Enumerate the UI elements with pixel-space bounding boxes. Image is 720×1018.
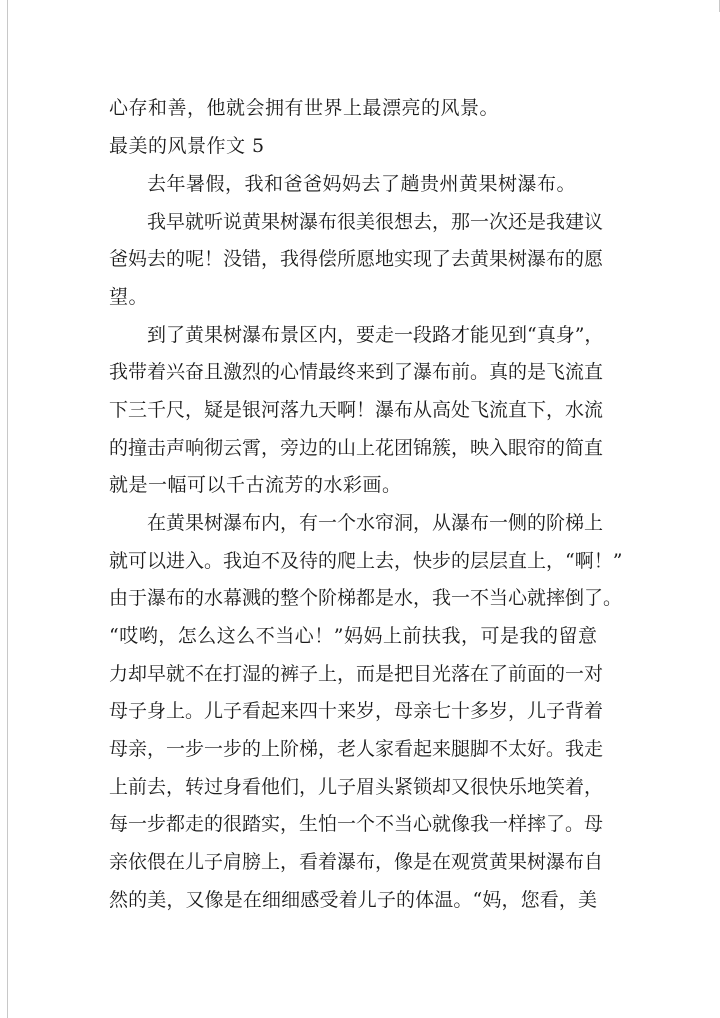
text-line: 上前去，转过身看他们，儿子眉头紧锁却又很快乐地笑着， (109, 776, 604, 798)
text-line: 去年暑假，我和爸爸妈妈去了趟贵州黄果树瀑布。 (147, 173, 577, 195)
text-line: 由于瀑布的水幕溅的整个阶梯都是水，我一不当心就摔倒了。 (109, 587, 623, 609)
text-line: 母子身上。儿子看起来四十来岁，母亲七十多岁，儿子背着 (109, 700, 604, 722)
text-line: 母亲，一步一步的上阶梯，老人家看起来腿脚不太好。我走 (109, 738, 604, 760)
section-title: 最美的风景作文 5 (109, 135, 265, 157)
text-line: 的撞击声响彻云霄，旁边的山上花团锦簇，映入眼帘的简直 (109, 437, 604, 459)
text-line: 亲依偎在儿子肩膀上，看着瀑布，像是在观赏黄果树瀑布自 (109, 851, 604, 873)
text-line: 望。 (109, 286, 149, 308)
text-line: 下三千尺，疑是银河落九天啊！瀑布从高处飞流直下，水流 (109, 399, 604, 421)
text-line: 到了黄果树瀑布景区内，要走一段路才能见到“真身”， (147, 324, 604, 346)
text-line: 就是一幅可以千古流芳的水彩画。 (109, 474, 402, 496)
text-line: 在黄果树瀑布内，有一个水帘洞，从瀑布一侧的阶梯上 (147, 512, 604, 534)
text-line: 力却早就不在打湿的裤子上，而是把目光落在了前面的一对 (109, 663, 604, 685)
text-line: 就可以进入。我迫不及待的爬上去，快步的层层直上，“啊！” (109, 550, 623, 572)
text-line: 我带着兴奋且激烈的心情最终来到了瀑布前。真的是飞流直 (109, 361, 604, 383)
page-border-left (7, 0, 8, 1018)
text-line: 爸妈去的呢！没错，我得偿所愿地实现了去黄果树瀑布的愿 (109, 248, 604, 270)
text-line: 我早就听说黄果树瀑布很美很想去，那一次还是我建议 (147, 211, 604, 233)
text-line: 心存和善，他就会拥有世界上最漂亮的风景。 (109, 97, 500, 119)
text-line: 每一步都走的很踏实，生怕一个不当心就像我一样摔了。母 (109, 813, 604, 835)
text-line: “哎哟，怎么这么不当心！”妈妈上前扶我，可是我的留意 (109, 625, 597, 647)
text-line: 然的美，又像是在细细感受着儿子的体温。“妈，您看，美 (109, 889, 597, 911)
